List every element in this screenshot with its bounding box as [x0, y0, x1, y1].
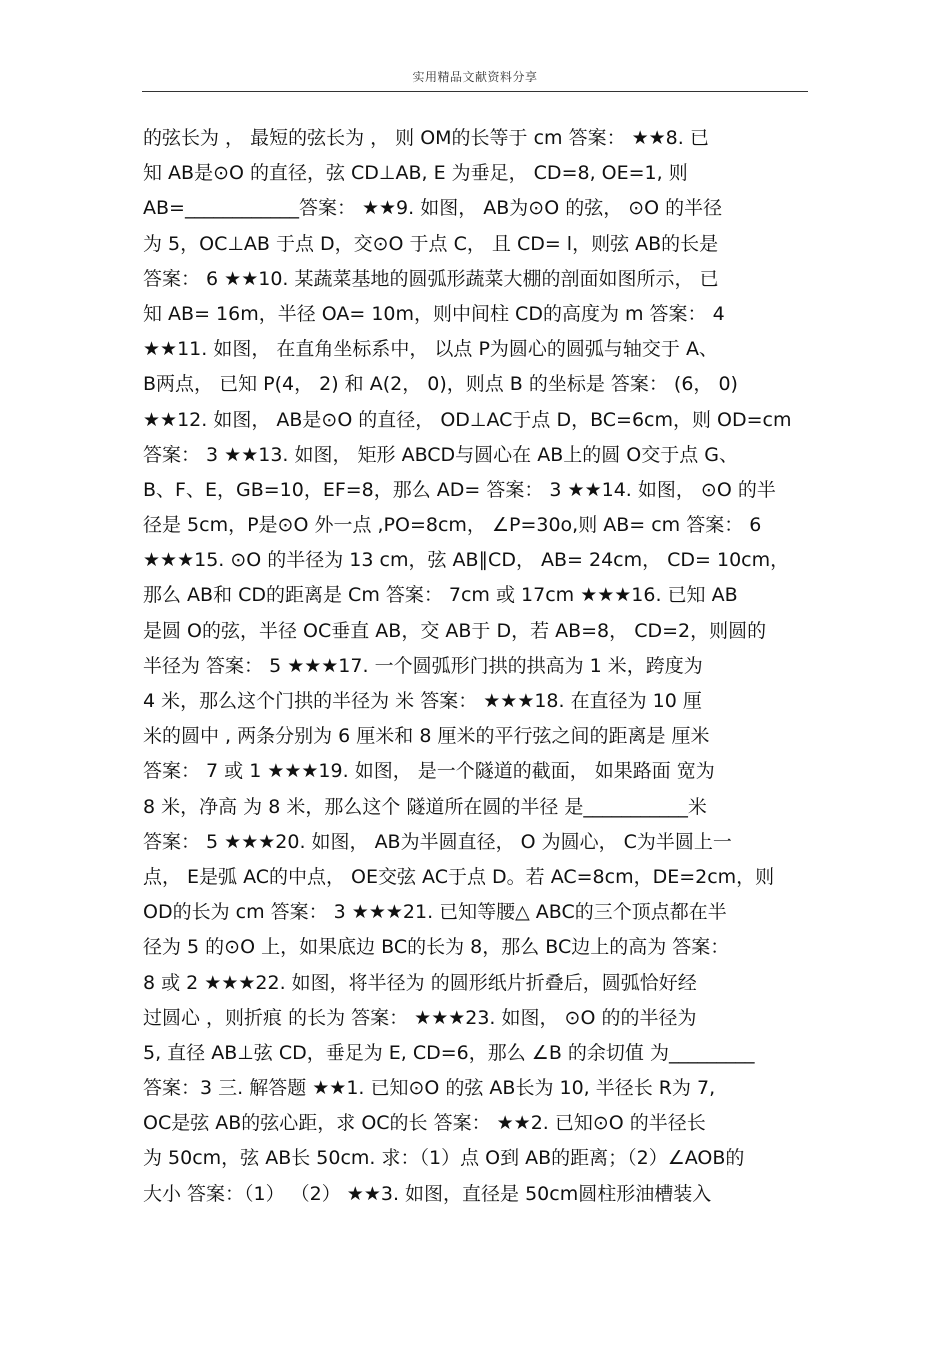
text-line: 的弦长为 ， 最短的弦长为 ， 则 OM的长等于 cm 答案： ★★8. 已: [143, 127, 709, 149]
text-line: 是圆 O的弦，半径 OC垂直 AB，交 AB于 D，若 AB=8， CD=2，则圆的: [143, 619, 767, 642]
text-line: 4 米，那么这个门拱的半径为 米 答案： ★★★18. 在直径为 10 厘: [143, 690, 702, 712]
header-rule: [142, 91, 808, 92]
text-line: 答案： 7 或 1 ★★★19. 如图， 是一个隧道的截面， 如果路面 宽为: [143, 760, 715, 783]
text-line: 答案： 3 ★★13. 如图， 矩形 ABCD与圆心在 AB上的圆 O交于点 G、: [143, 443, 738, 466]
text-line: ★★11. 如图， 在直角坐标系中， 以点 P为圆心的圆弧与轴交于 A、: [143, 338, 718, 361]
text-line: 答案： 6 ★★10. 某蔬菜基地的圆弧形蔬菜大棚的剖面如图所示， 已: [143, 267, 719, 290]
text-line: 为 5，OC⊥AB 于点 D，交⊙O 于点 C， 且 CD= l，则弦 AB的长是: [143, 232, 719, 255]
text-line: 答案： 5 ★★★20. 如图， AB为半圆直径， O 为圆心， C为半圆上一: [143, 830, 732, 853]
text-line: 8 或 2 ★★★22. 如图，将半径为 的圆形纸片折叠后，圆弧恰好经: [143, 971, 697, 994]
text-line: B两点， 已知 P(4， 2) 和 A(2， 0)，则点 B 的坐标是 答案： (6， 0): [143, 373, 738, 396]
text-line: 米的圆中 , 两条分别为 6 厘米和 8 厘米的平行弦之间的距离是 厘米: [143, 725, 710, 748]
text-line: 过圆心 ，则折痕 的长为 答案： ★★★23. 如图， ⊙O 的的半径为: [143, 1006, 697, 1029]
text-line: OD的长为 cm 答案： 3 ★★★21. 已知等腰△ ABC的三个顶点都在半: [143, 901, 727, 924]
document-body: [143, 121, 811, 1212]
text-line: OC是弦 AB的弦心距，求 OC的长 答案： ★★2. 已知⊙O 的半径长: [143, 1112, 706, 1135]
text-line: 答案：3 三. 解答题 ★★1. 已知⊙O 的弦 AB长为 10, 半径长 R为 7,: [143, 1077, 716, 1100]
text-line: 点， E是弧 AC的中点， OE交弦 AC于点 D。若 AC=8cm，DE=2cm，则: [143, 865, 775, 888]
text-line: AB=____________答案： ★★9. 如图， AB为⊙O 的弦， ⊙O 的半径: [143, 197, 723, 220]
text-line: 知 AB= 16m，半径 OA= 10m，则中间柱 CD的高度为 m 答案： 4: [143, 302, 725, 325]
page-header: 实用精品文献资料分享: [412, 70, 538, 84]
text-line: 那么 AB和 CD的距离是 Cm 答案： 7cm 或 17cm ★★★16. 已知 AB: [143, 584, 738, 607]
text-line: 知 AB是⊙O 的直径，弦 CD⊥AB, E 为垂足， CD=8, OE=1, 则: [143, 162, 688, 185]
text-line: 为 50cm，弦 AB长 50cm. 求：（1）点 O到 AB的距离；（2）∠AOB的: [143, 1147, 745, 1170]
text-line: ★★★15. ⊙O 的半径为 13 cm，弦 AB∥CD， AB= 24cm， CD= 10cm，: [143, 549, 790, 572]
text-line: 半径为 答案： 5 ★★★17. 一个圆弧形门拱的拱高为 1 米，跨度为: [143, 654, 703, 677]
text-line: 8 米，净高 为 8 米，那么这个 隧道所在圆的半径 是___________米: [143, 795, 707, 818]
text-line: B、F、E，GB=10，EF=8，那么 AD= 答案： 3 ★★14. 如图， ⊙O 的半: [143, 478, 776, 501]
text-line: 径是 5cm，P是⊙O 外一点 ,PO=8cm， ∠P=30o,则 AB= cm 答案： 6: [143, 514, 762, 537]
text-line: ★★12. 如图， AB是⊙O 的直径， OD⊥AC于点 D，BC=6cm，则 OD=cm: [143, 408, 792, 431]
text-line: 大小 答案：（1） （2） ★★3. 如图，直径是 50cm圆柱形油槽装入: [143, 1182, 712, 1205]
text-line: 5, 直径 AB⊥弦 CD，垂足为 E, CD=6，那么 ∠B 的余切值 为_________: [143, 1041, 755, 1064]
text-line: 径为 5 的⊙O 上，如果底边 BC的长为 8，那么 BC边上的高为 答案：: [143, 936, 730, 959]
